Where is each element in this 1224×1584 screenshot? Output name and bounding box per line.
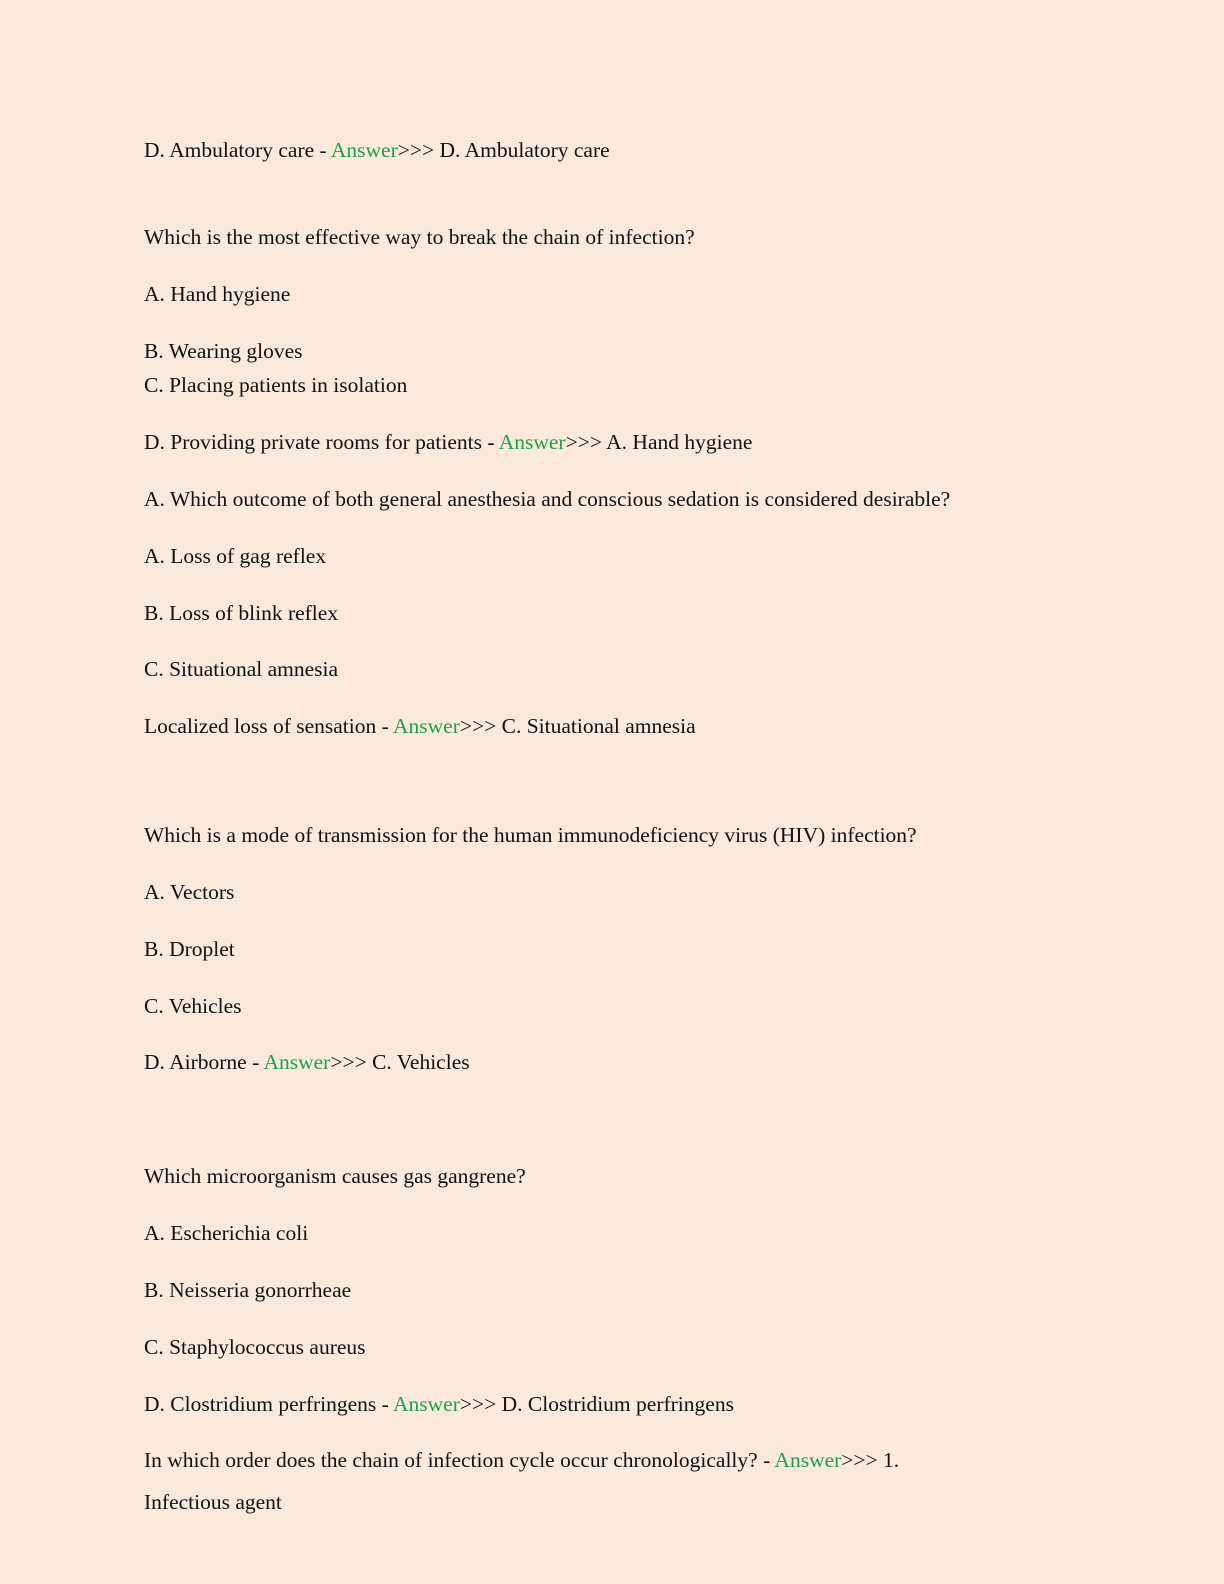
answer-line bbox=[144, 1447, 899, 1473]
answer-line bbox=[144, 429, 752, 455]
question-text: A. Which outcome of both general anesthesia and conscious sedation is considered desirable? bbox=[144, 487, 951, 511]
answer-text: >>> C. Situational amnesia bbox=[459, 714, 696, 738]
answer-text: >>> A. Hand hygiene bbox=[565, 430, 753, 454]
option-text: A. Vectors bbox=[144, 880, 235, 904]
option-text: C. Situational amnesia bbox=[144, 657, 339, 681]
answer-label: Answer bbox=[392, 714, 460, 738]
option-text: C. Staphylococcus aureus bbox=[144, 1335, 366, 1359]
question-text: Which is a mode of transmission for the human immunodeficiency virus (HIV) infection? bbox=[144, 823, 917, 847]
question-text: Which microorganism causes gas gangrene? bbox=[144, 1164, 526, 1188]
option-text: D. Airborne - bbox=[144, 1050, 264, 1074]
answer-label: Answer bbox=[263, 1050, 331, 1074]
question-text: In which order does the chain of infection cycle occur chronologically? - bbox=[144, 1448, 775, 1472]
option-text: B. Droplet bbox=[144, 937, 235, 961]
answer-text: >>> C. Vehicles bbox=[330, 1050, 470, 1074]
answer-label: Answer bbox=[330, 138, 398, 162]
option-text: B. Loss of blink reflex bbox=[144, 601, 339, 625]
answer-line bbox=[144, 1391, 734, 1417]
answer-text: >>> 1. bbox=[841, 1448, 900, 1472]
option-text: B. Neisseria gonorrheae bbox=[144, 1278, 352, 1302]
answer-label: Answer bbox=[393, 1392, 460, 1416]
option-text: C. Vehicles bbox=[144, 994, 242, 1018]
answer-text: >>> D. Clostridium perfringens bbox=[459, 1392, 734, 1416]
option-text: D. Providing private rooms for patients - bbox=[144, 430, 499, 454]
answer-line bbox=[144, 1049, 470, 1075]
option-text: D. Ambulatory care - bbox=[144, 138, 331, 162]
question-text: Which is the most effective way to break the chain of infection? bbox=[144, 225, 695, 249]
option-text: B. Wearing gloves bbox=[144, 339, 303, 363]
option-text: A. Escherichia coli bbox=[144, 1221, 309, 1245]
answer-text: >>> D. Ambulatory care bbox=[397, 138, 610, 162]
answer-line bbox=[144, 713, 696, 739]
option-text: D. Clostridium perfringens - bbox=[144, 1392, 394, 1416]
option-text: Localized loss of sensation - bbox=[144, 714, 393, 738]
option-text: C. Placing patients in isolation bbox=[144, 373, 408, 397]
answer-label: Answer bbox=[498, 430, 566, 454]
option-text: A. Hand hygiene bbox=[144, 282, 291, 306]
answer-line bbox=[144, 137, 610, 163]
answer-text: Infectious agent bbox=[144, 1490, 282, 1514]
answer-label: Answer bbox=[774, 1448, 842, 1472]
option-text: A. Loss of gag reflex bbox=[144, 544, 327, 568]
